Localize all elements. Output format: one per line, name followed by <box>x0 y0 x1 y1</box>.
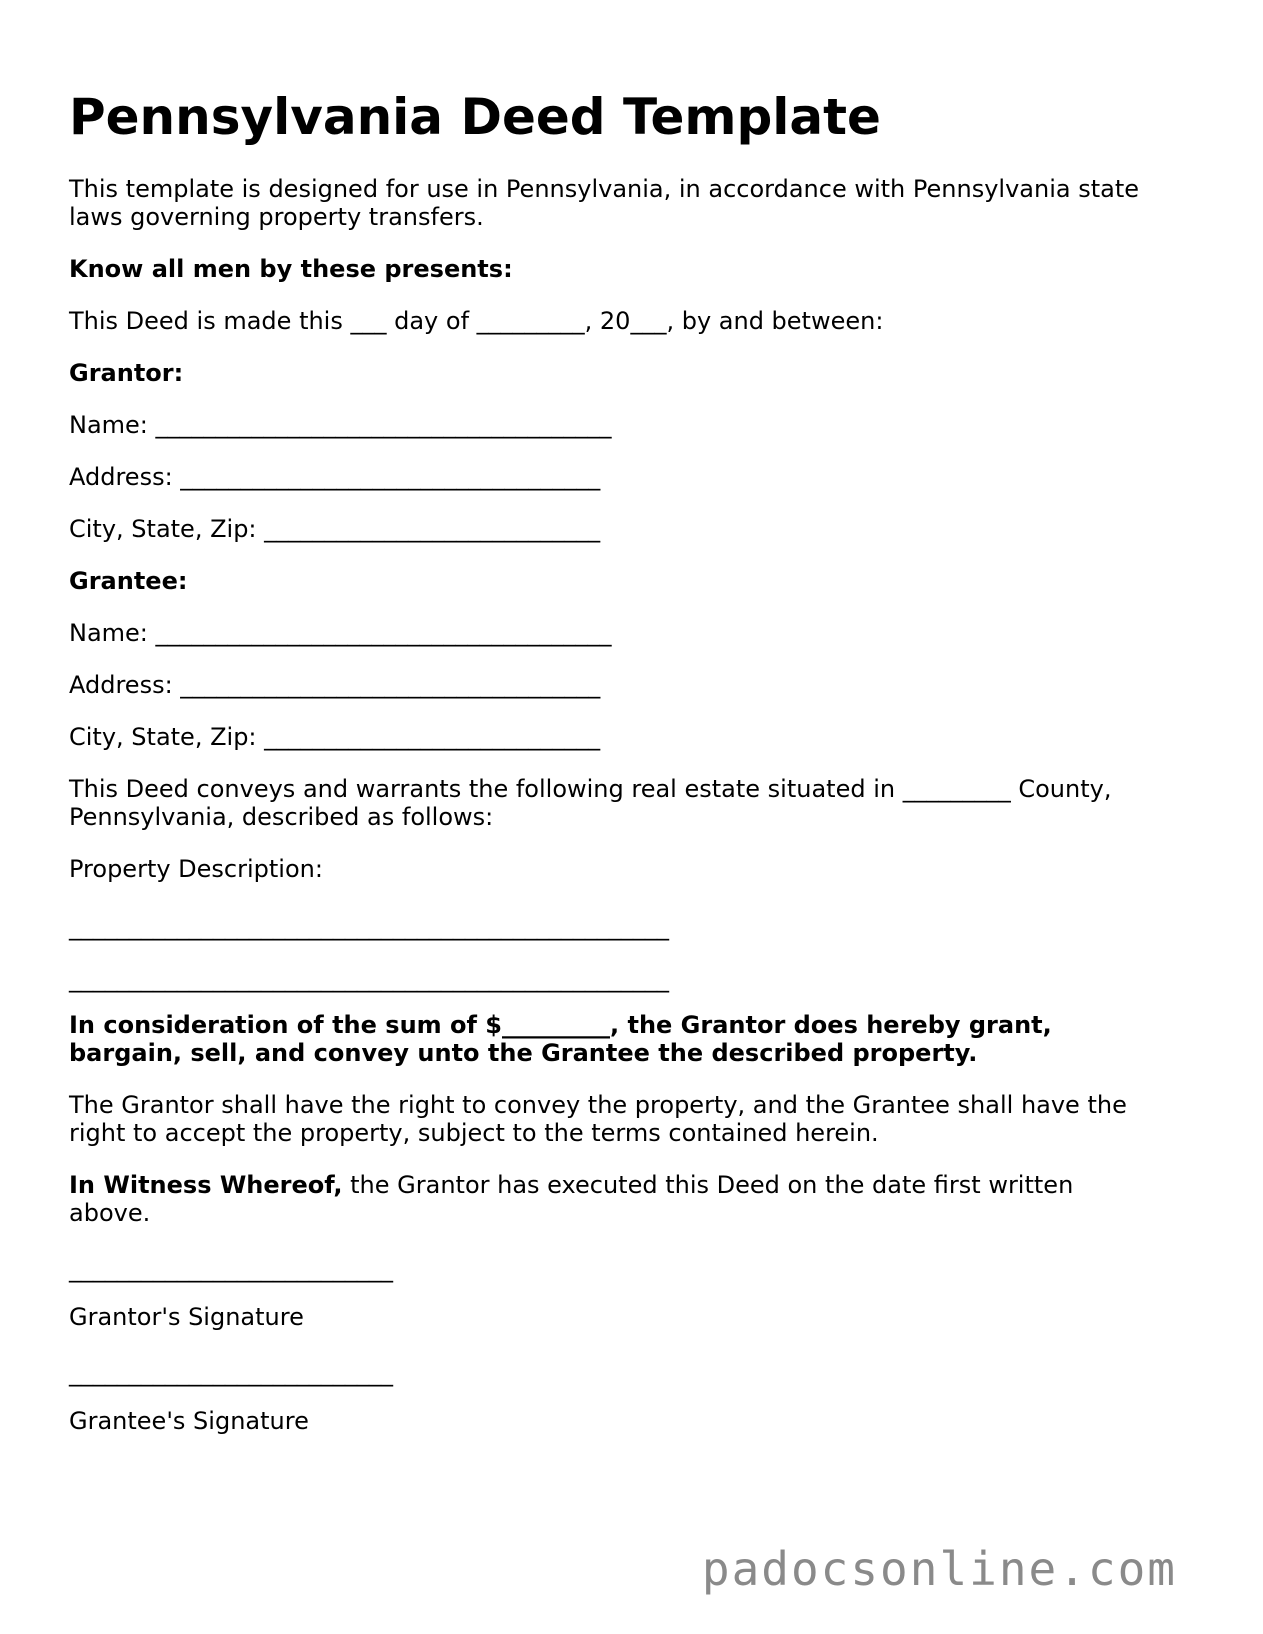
witness-rest-text: the Grantor has executed this Deed on the date first written <box>342 1171 1074 1199</box>
page-title: Pennsylvania Deed Template <box>69 88 881 146</box>
know-all-men-heading: Know all men by these presents: <box>69 255 513 283</box>
grantee-heading: Grantee: <box>69 567 188 595</box>
consideration-line-2: bargain, sell, and convey unto the Grantee the described property. <box>69 1039 978 1067</box>
conveys-line-1: This Deed conveys and warrants the following real estate situated in _________ County, <box>69 775 1112 803</box>
grantee-signature-label: Grantee's Signature <box>69 1407 309 1435</box>
property-blank-line-2: __________________________________________________ <box>69 965 669 993</box>
watermark: padocsonline.com <box>701 1542 1177 1596</box>
grantor-name-field: Name: ______________________________________ <box>69 411 612 439</box>
grantor-signature-label: Grantor's Signature <box>69 1303 304 1331</box>
grantor-heading: Grantor: <box>69 359 184 387</box>
deed-made-line: This Deed is made this ___ day of _________, 20___, by and between: <box>69 307 884 335</box>
intro-line-2: laws governing property transfers. <box>69 203 484 231</box>
grantor-city-field: City, State, Zip: ____________________________ <box>69 515 601 543</box>
grantee-signature-line: ___________________________ <box>69 1359 393 1387</box>
witness-line-2: above. <box>69 1199 151 1227</box>
consideration-line-1: In consideration of the sum of $_________, the Grantor does hereby grant, <box>69 1011 1052 1039</box>
conveys-line-2: Pennsylvania, described as follows: <box>69 803 494 831</box>
property-blank-line-1: __________________________________________________ <box>69 913 669 941</box>
grantor-address-field: Address: ___________________________________ <box>69 463 601 491</box>
witness-bold-text: In Witness Whereof, <box>69 1171 343 1199</box>
grantor-signature-line: ___________________________ <box>69 1255 393 1283</box>
grantee-city-field: City, State, Zip: ____________________________ <box>69 723 601 751</box>
property-description-label: Property Description: <box>69 855 323 883</box>
rights-line-2: right to accept the property, subject to the terms contained herein. <box>69 1119 879 1147</box>
witness-line-1 <box>69 1170 1073 1200</box>
intro-line-1: This template is designed for use in Pennsylvania, in accordance with Pennsylvania state <box>69 175 1139 203</box>
grantee-name-field: Name: ______________________________________ <box>69 619 612 647</box>
grantee-address-field: Address: ___________________________________ <box>69 671 601 699</box>
rights-line-1: The Grantor shall have the right to convey the property, and the Grantee shall have the <box>69 1091 1127 1119</box>
